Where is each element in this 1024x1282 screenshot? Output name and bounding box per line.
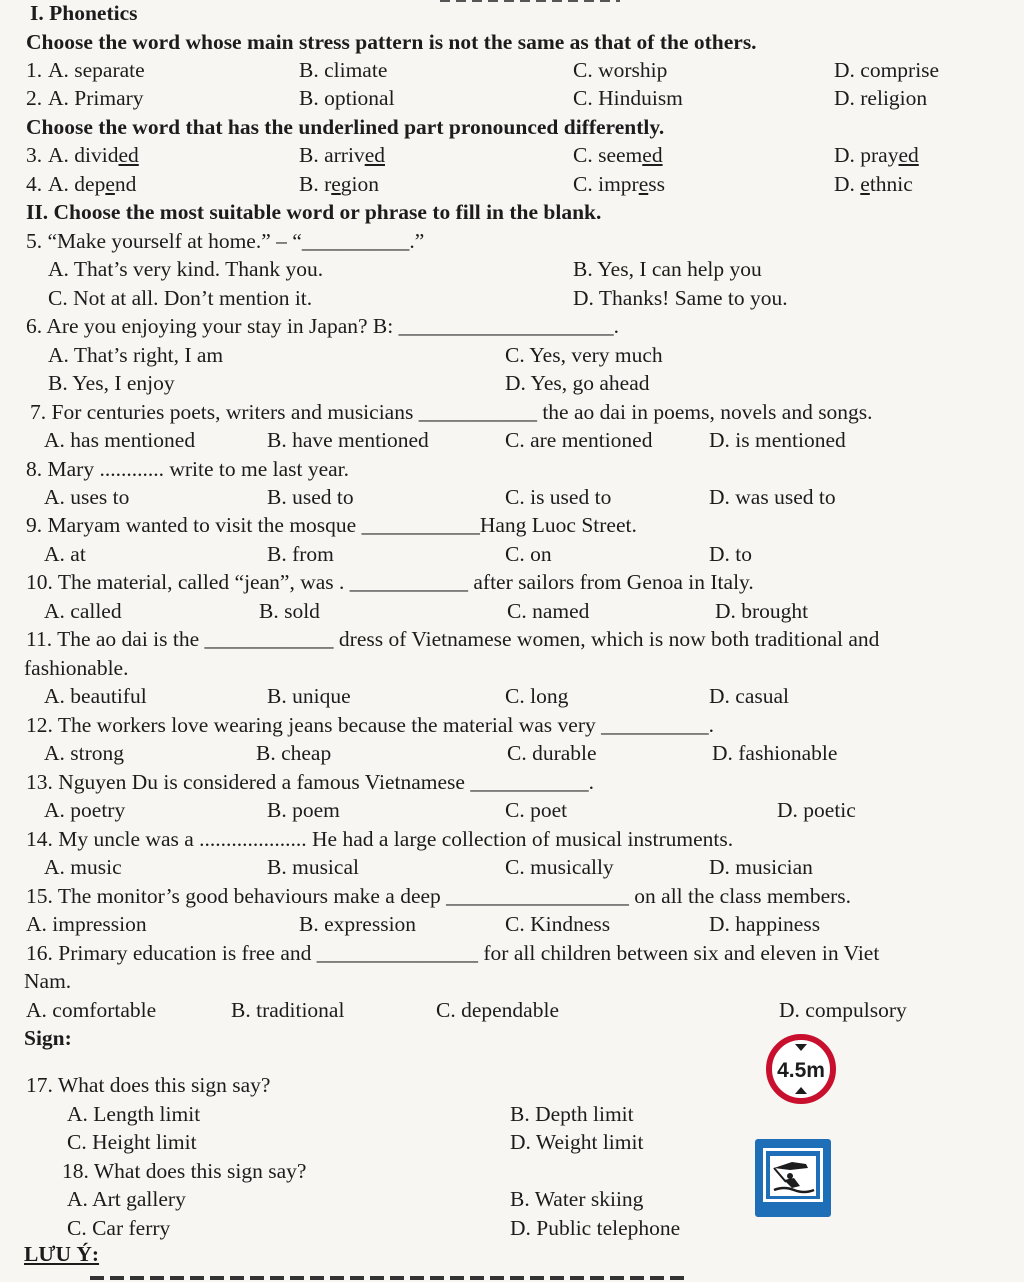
question-stem: 18. What does this sign say? <box>62 1159 307 1183</box>
option-c[interactable]: C. Yes, very much <box>505 343 663 367</box>
option-d[interactable]: D. Public telephone <box>510 1216 681 1240</box>
option-c[interactable] <box>573 174 665 196</box>
question-stem: 12. The workers love wearing jeans because the material was very __________. <box>26 713 714 737</box>
option-a[interactable]: A. at <box>44 542 86 566</box>
option-b[interactable]: B. unique <box>267 684 351 708</box>
question-number: 4. <box>26 172 43 196</box>
water-skiing-sign-icon <box>754 1138 832 1218</box>
height-limit-sign-icon <box>766 1034 836 1104</box>
option-a[interactable]: A. Primary <box>48 86 144 110</box>
option-b[interactable]: B. expression <box>299 912 417 936</box>
note-title <box>24 1244 99 1266</box>
question-stem-continued: Nam. <box>24 969 72 993</box>
option-a[interactable]: A. has mentioned <box>44 428 196 452</box>
option-c[interactable]: C. long <box>505 684 569 708</box>
underlined-part: e <box>331 172 341 196</box>
option-c[interactable]: C. Car ferry <box>67 1216 171 1240</box>
option-b[interactable]: B. Yes, I enjoy <box>48 371 175 395</box>
question-stem: 17. What does this sign say? <box>26 1073 271 1097</box>
question-number: 1. <box>26 58 43 82</box>
option-a[interactable]: A. strong <box>44 741 125 765</box>
question-stem: 15. The monitor’s good behaviours make a deep _________________ on all the class members. <box>26 884 852 908</box>
option-a[interactable]: A. music <box>44 855 122 879</box>
option-c[interactable]: C. is used to <box>505 485 612 509</box>
option-d[interactable]: D. brought <box>715 599 809 623</box>
underlined-part: e <box>860 172 870 196</box>
question-number: 2. <box>26 86 43 110</box>
option-b[interactable]: B. have mentioned <box>267 428 429 452</box>
option-c[interactable]: C. Hinduism <box>573 86 683 110</box>
option-text: ss <box>648 172 665 196</box>
underlined-part: ed <box>642 143 663 167</box>
option-text: A. divid <box>48 143 119 167</box>
option-c[interactable]: C. are mentioned <box>505 428 653 452</box>
option-d[interactable]: D. musician <box>709 855 813 879</box>
underlined-part: ed <box>118 143 139 167</box>
question-number: 3. <box>26 143 43 167</box>
option-a[interactable]: A. Art gallery <box>67 1187 186 1211</box>
option-d[interactable]: D. Thanks! Same to you. <box>573 286 788 310</box>
signs-title: Sign: <box>24 1026 72 1050</box>
question-stem: 16. Primary education is free and _______________ for all children between six and eleven in Viet <box>26 941 880 965</box>
option-a[interactable]: A. That’s very kind. Thank you. <box>48 257 324 281</box>
option-text: D. <box>834 172 861 196</box>
question-stem: 13. Nguyen Du is considered a famous Vietnamese ___________. <box>26 770 594 794</box>
option-d[interactable]: D. Yes, go ahead <box>505 371 650 395</box>
option-c[interactable]: C. named <box>507 599 590 623</box>
option-c[interactable]: C. poet <box>505 798 568 822</box>
option-b[interactable]: B. Water skiing <box>510 1187 644 1211</box>
option-d[interactable]: D. fashionable <box>712 741 838 765</box>
option-a[interactable]: A. separate <box>48 58 145 82</box>
top-dashed-line <box>440 0 620 2</box>
option-c[interactable]: C. durable <box>507 741 597 765</box>
underlined-part: e <box>638 172 649 196</box>
option-text: thnic <box>869 172 913 196</box>
option-a[interactable] <box>48 174 136 196</box>
option-c[interactable]: C. Height limit <box>67 1130 197 1154</box>
question-stem: 10. The material, called “jean”, was . ___________ after sailors from Genoa in Italy. <box>26 570 754 594</box>
question-stem: 5. “Make yourself at home.” – “__________.” <box>26 229 425 253</box>
option-d[interactable]: D. comprise <box>834 58 940 82</box>
option-d[interactable]: D. casual <box>709 684 789 708</box>
underlined-part: e <box>105 172 115 196</box>
option-b[interactable]: B. Depth limit <box>510 1102 634 1126</box>
option-d[interactable]: D. compulsory <box>779 998 907 1022</box>
option-d[interactable]: D. Weight limit <box>510 1130 644 1154</box>
option-text: C. seem <box>573 143 643 167</box>
option-text: A. dep <box>48 172 106 196</box>
question-stem: 8. Mary ............ write to me last year. <box>26 457 350 481</box>
option-text: D. pray <box>834 143 899 167</box>
option-d[interactable]: D. was used to <box>709 485 836 509</box>
option-d[interactable]: D. is mentioned <box>709 428 846 452</box>
instruction-pronunciation: Choose the word that has the underlined part pronounced differently. <box>26 115 665 139</box>
option-text: nd <box>114 172 137 196</box>
option-a[interactable]: A. comfortable <box>26 998 157 1022</box>
option-a[interactable] <box>48 145 139 167</box>
option-b[interactable]: B. climate <box>299 58 388 82</box>
option-b[interactable] <box>299 174 379 196</box>
option-c[interactable]: C. musically <box>505 855 614 879</box>
option-d[interactable]: D. religion <box>834 86 928 110</box>
option-b[interactable]: B. sold <box>259 599 320 623</box>
question-stem: 14. My uncle was a .................... He had a large collection of musical instruments. <box>26 827 734 851</box>
option-d[interactable]: D. poetic <box>777 798 856 822</box>
option-a[interactable]: A. Length limit <box>67 1102 201 1126</box>
underlined-part: ed <box>898 143 919 167</box>
option-b[interactable]: B. used to <box>267 485 354 509</box>
option-c[interactable]: C. dependable <box>436 998 559 1022</box>
option-a[interactable]: A. called <box>44 599 122 623</box>
option-d[interactable] <box>834 145 919 167</box>
question-stem: 11. The ao dai is the ____________ dress of Vietnamese women, which is now both traditional and <box>26 627 880 651</box>
question-stem: 7. For centuries poets, writers and musicians ___________ the ao dai in poems, novels and songs. <box>30 400 873 424</box>
height-limit-value: 4.5m <box>777 1059 825 1082</box>
option-b[interactable]: B. traditional <box>231 998 345 1022</box>
option-b[interactable]: B. optional <box>299 86 395 110</box>
option-d[interactable]: D. happiness <box>709 912 821 936</box>
option-text: B. r <box>299 172 332 196</box>
instruction-stress: Choose the word whose main stress pattern is not the same as that of the others. <box>26 30 757 54</box>
option-c[interactable]: C. Kindness <box>505 912 611 936</box>
option-a[interactable]: A. poetry <box>44 798 126 822</box>
section-title-fill-blank: II. Choose the most suitable word or phrase to fill in the blank. <box>26 200 602 224</box>
option-a[interactable]: A. impression <box>26 912 147 936</box>
question-stem: 6. Are you enjoying your stay in Japan? B: ____________________. <box>26 314 619 338</box>
option-b[interactable]: B. musical <box>267 855 359 879</box>
option-b[interactable]: B. Yes, I can help you <box>573 257 762 281</box>
option-d[interactable]: D. to <box>709 542 752 566</box>
section-title-phonetics: I. Phonetics <box>30 1 138 25</box>
option-c[interactable] <box>573 145 663 167</box>
option-c[interactable]: C. worship <box>573 58 668 82</box>
question-stem: 9. Maryam wanted to visit the mosque ___________Hang Luoc Street. <box>26 513 637 537</box>
option-text: B. arriv <box>299 143 365 167</box>
question-stem-continued: fashionable. <box>24 656 129 680</box>
option-c[interactable]: C. on <box>505 542 552 566</box>
underlined-part: ed <box>364 143 385 167</box>
option-text: gion <box>340 172 380 196</box>
option-b[interactable]: B. cheap <box>256 741 332 765</box>
option-c[interactable]: C. Not at all. Don’t mention it. <box>48 286 313 310</box>
option-a[interactable]: A. beautiful <box>44 684 147 708</box>
option-b[interactable]: B. from <box>267 542 334 566</box>
option-b[interactable]: B. poem <box>267 798 340 822</box>
option-a[interactable]: A. That’s right, I am <box>48 343 224 367</box>
option-text: C. impr <box>573 172 639 196</box>
option-b[interactable] <box>299 145 385 167</box>
note-title-text: LƯU Ý: <box>24 1242 100 1266</box>
option-d[interactable] <box>834 174 913 196</box>
option-a[interactable]: A. uses to <box>44 485 130 509</box>
